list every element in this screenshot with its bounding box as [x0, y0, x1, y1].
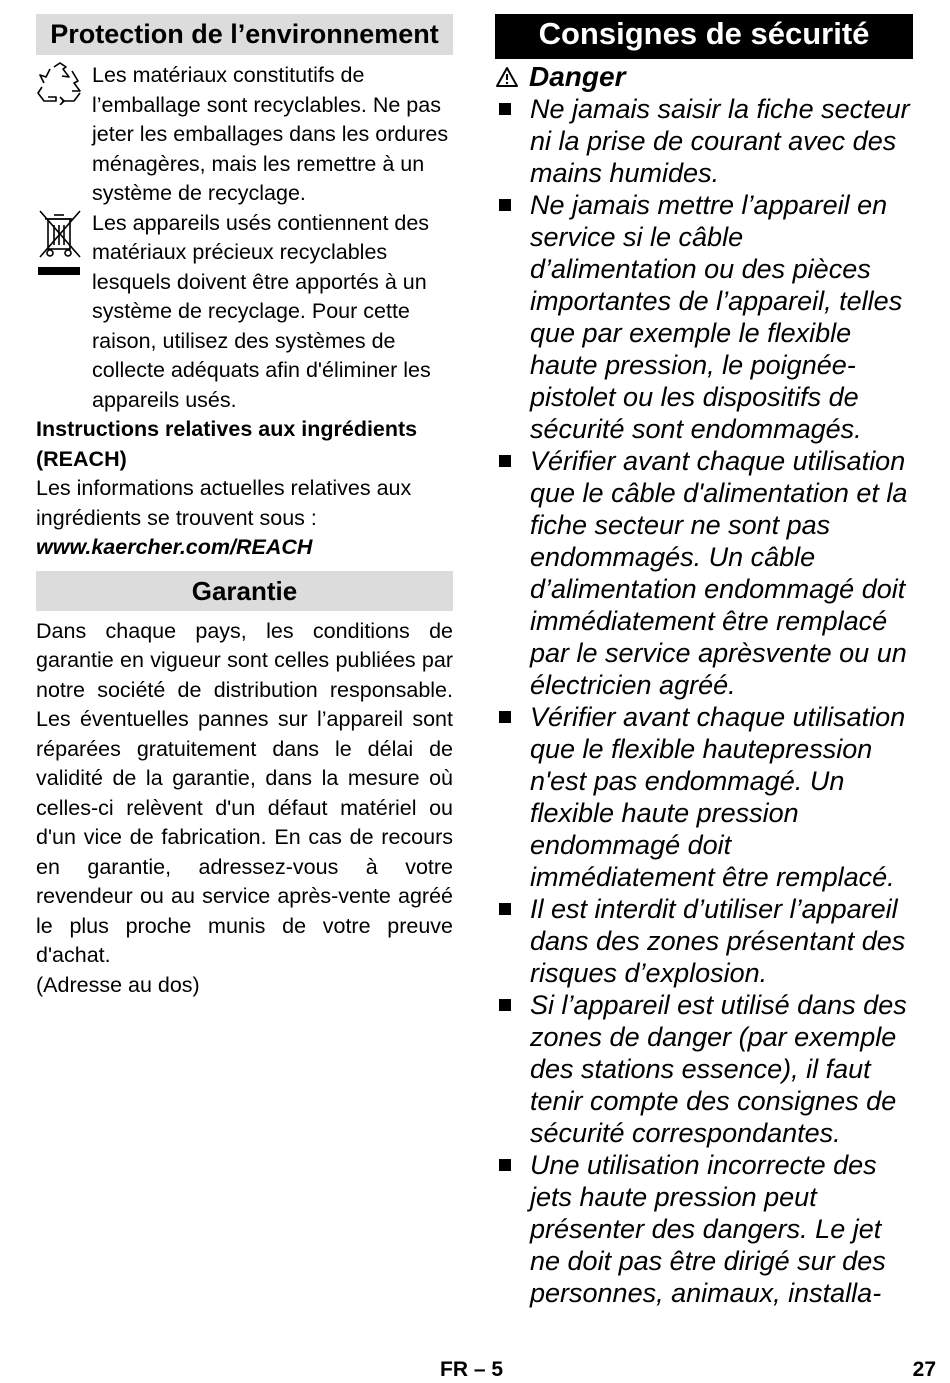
right-column [495, 14, 913, 1309]
reach-text: Les informations actuelles relatives aux ingrédients se trouvent sous : [36, 476, 412, 530]
environment-heading: Protection de l’environnement [36, 14, 453, 55]
reach-link[interactable]: www.kaercher.com/REACH [36, 535, 313, 559]
danger-title: Danger [529, 61, 626, 92]
list-item: Il est interdit d’utiliser l’appareil dans des zones présentant des risques d’explosion. [495, 893, 913, 989]
list-item: Ne jamais mettre l’appareil en service si le câble d’alimentation ou des pièces importantes de l’appareil, telles que par exemple le flexible haute pression, le poignée-pistolet ou les dispositifs de sécurité sont endommagés. [495, 189, 913, 445]
garantie-text: Dans chaque pays, les conditions de garantie en vigueur sont celles publiées par notre société de distribution responsable. Les éventuelles pannes sur l’appareil sont réparées gratuitement dans le délai de validité de la garantie, dans la mesure où celles-ci relèvent d'un défaut matériel ou d'un vice de fabrication. En cas de recours en garantie, adressez-vous à votre revendeur ou au service après-vente agréé le plus proche munis de votre preuve d'achat. [36, 618, 453, 967]
list-item: Si l’appareil est utilisé dans des zones de danger (par exemple des stations essence), il faut tenir compte des consignes de sécurité correspondantes. [495, 989, 913, 1149]
weee-paragraph [36, 209, 453, 416]
left-column [36, 14, 453, 1000]
danger-row [495, 61, 913, 93]
bullet-square-icon [495, 701, 530, 733]
bullet-square-icon [495, 93, 530, 125]
page-number: 27 [912, 1358, 936, 1381]
garantie-address: (Adresse au dos) [36, 972, 200, 997]
bullet-square-icon [495, 893, 530, 925]
bullet-square-icon [495, 445, 530, 477]
list-item: Ne jamais saisir la fiche secteur ni la prise de courant avec des mains humides. [495, 93, 913, 189]
list-item: Vérifier avant chaque utilisation que le câble d'alimentation et la fiche secteur ne sont pas endommagés. Un câble d’alimentation endommagé doit immédiatement être remplacé par le service aprèsvente ou un électricien agréé. [495, 445, 913, 701]
crossed-bin-icon [36, 209, 92, 286]
recycle-paragraph [36, 61, 453, 209]
weee-text: Les appareils usés contiennent des matériaux précieux recyclables lesquels doivent être apportés à un système de recyclage. Pour cette raison, utilisez des systèmes de collecte adéquats afin d'éliminer les appareils usés. [92, 210, 431, 412]
garantie-heading: Garantie [36, 571, 453, 611]
recycle-text: Les matériaux constitutifs de l’emballage sont recyclables. Ne pas jeter les emballages dans les ordures ménagères, mais les remettre à un système de recyclage. [92, 63, 449, 205]
safety-heading: Consignes de sécurité [495, 14, 913, 59]
bullet-square-icon [495, 989, 530, 1021]
list-item: Vérifier avant chaque utilisation que le flexible hautepression n'est pas endommagé. Un flexible haute pression endommagé doit immédiatement être remplacé. [495, 701, 913, 893]
bullet-square-icon [495, 189, 530, 221]
reach-heading: Instructions relatives aux ingrédients (REACH) [36, 417, 418, 471]
list-item: Une utilisation incorrecte des jets haute pression peut présenter des dangers. Le jet ne doit pas être dirigé sur des personnes, animaux, installa- [495, 1149, 913, 1309]
footer-section-label: FR – 5 [440, 1358, 504, 1381]
warning-triangle-icon [495, 66, 529, 88]
bullet-square-icon [495, 1149, 530, 1181]
safety-bullet-list [495, 93, 913, 1309]
recycle-icon [36, 61, 92, 110]
